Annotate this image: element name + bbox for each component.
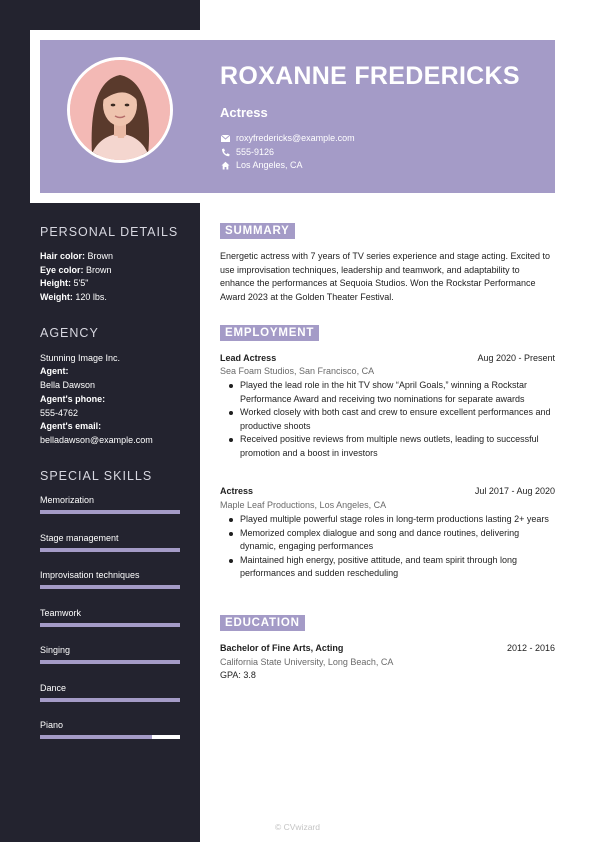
contact-email	[220, 133, 355, 143]
skill-bar-fill	[40, 510, 180, 514]
envelope-icon	[220, 133, 230, 143]
profile-photo	[67, 57, 173, 163]
skill-name: Piano	[40, 720, 64, 730]
personal-label: Height:	[40, 278, 71, 288]
agent-phone: 555-4762	[40, 408, 79, 418]
agent-name: Bella Dawson	[40, 380, 96, 390]
job-bullet: Played the lead role in the hit TV show “April Goals,” winning a Rockstar Performance Award and receiving two nominations for separate awards	[240, 379, 555, 406]
job-title: Actress	[220, 486, 254, 496]
job-dates: Jul 2017 - Aug 2020	[474, 486, 555, 496]
skill-bar	[40, 548, 180, 552]
employment-heading: EMPLOYMENT	[220, 325, 319, 341]
agent-label	[40, 366, 69, 376]
personal-value: 120 lbs.	[75, 292, 107, 302]
personal-item	[40, 278, 88, 288]
footer-credit: © CVwizard	[275, 822, 320, 832]
skill-name: Dance	[40, 683, 67, 693]
job-bullets	[240, 513, 555, 581]
job-bullet: Played multiple powerful stage roles in long-term productions lasting 2+ years	[240, 513, 555, 527]
skill-bar-fill	[40, 698, 180, 702]
phone-text: 555-9126	[236, 147, 275, 157]
school: California State University, Long Beach, CA	[220, 657, 394, 667]
skill-bar-fill	[40, 585, 180, 589]
job-title: Actress	[220, 105, 268, 120]
skill-item	[40, 683, 180, 693]
job-title: Lead Actress	[220, 353, 277, 363]
skill-bar	[40, 660, 180, 664]
home-icon	[220, 160, 230, 170]
agent-phone-label-text: Agent's phone:	[40, 394, 106, 404]
agent-label-text: Agent:	[40, 366, 69, 376]
personal-item	[40, 292, 107, 302]
personal-value: Brown	[86, 265, 112, 275]
job-company: Sea Foam Studios, San Francisco, CA	[220, 366, 375, 376]
job-bullet: Worked closely with both cast and crew to ensure excellent performances and productive shoots	[240, 406, 555, 433]
email-text: roxyfredericks@example.com	[236, 133, 355, 143]
gpa: GPA: 3.8	[220, 670, 256, 680]
skill-bar-fill	[40, 548, 180, 552]
skill-name: Teamwork	[40, 608, 82, 618]
location-text: Los Angeles, CA	[236, 160, 303, 170]
contact-phone	[220, 147, 274, 157]
job-bullets	[240, 379, 555, 461]
education-dates: 2012 - 2016	[506, 643, 555, 653]
contact-location	[220, 160, 303, 170]
agent-email-label	[40, 421, 101, 431]
job-dates: Aug 2020 - Present	[477, 353, 555, 363]
skill-item	[40, 495, 180, 505]
agent-email: belladawson@example.com	[40, 435, 153, 445]
personal-value: 5'5"	[73, 278, 89, 288]
personal-label: Weight:	[40, 292, 73, 302]
skill-item	[40, 533, 180, 543]
skill-bar-fill	[40, 735, 152, 739]
skill-item	[40, 608, 180, 618]
agency-heading: AGENCY	[40, 326, 99, 340]
job-company: Maple Leaf Productions, Los Angeles, CA	[220, 500, 387, 510]
skill-bar	[40, 510, 180, 514]
skill-item	[40, 645, 180, 655]
skill-bar	[40, 698, 180, 702]
degree: Bachelor of Fine Arts, Acting	[220, 643, 344, 653]
agent-email-label-text: Agent's email:	[40, 421, 102, 431]
personal-label: Hair color:	[40, 251, 86, 261]
skill-item	[40, 570, 180, 580]
skills-heading: SPECIAL SKILLS	[40, 469, 153, 483]
summary-text: Energetic actress with 7 years of TV series experience and stage acting. Excited to use improvisation techniques, leadership and teamwork, and adaptability to enhance the performances at Sequoia Studios. Won the Rockstar Performance Award 2023 at the Golden Theater Festival.	[220, 251, 551, 302]
job-bullet: Received positive reviews from multiple news outlets, leading to successful promotion and a boost in investors	[240, 433, 555, 460]
agency-name: Stunning Image Inc.	[40, 353, 121, 363]
skill-bar	[40, 735, 180, 739]
skill-item	[40, 720, 180, 730]
skill-bar-fill	[40, 660, 180, 664]
candidate-name: ROXANNE FREDERICKS	[220, 62, 520, 90]
skill-name: Memorization	[40, 495, 95, 505]
skill-name: Singing	[40, 645, 71, 655]
skill-name: Stage management	[40, 533, 119, 543]
skill-bar	[40, 623, 180, 627]
education-heading: EDUCATION	[220, 615, 305, 631]
skill-bar-fill	[40, 623, 180, 627]
personal-label: Eye color:	[40, 265, 84, 275]
personal-item	[40, 251, 113, 261]
personal-details-heading: PERSONAL DETAILS	[40, 225, 179, 239]
phone-icon	[220, 147, 230, 157]
skill-bar	[40, 585, 180, 589]
summary-heading: SUMMARY	[220, 223, 295, 239]
personal-item	[40, 265, 112, 275]
skill-name: Improvisation techniques	[40, 570, 140, 580]
agent-phone-label	[40, 394, 105, 404]
personal-value: Brown	[87, 251, 114, 261]
job-bullet: Maintained high energy, positive attitude, and team spirit through long performances and sudden rescheduling	[240, 554, 555, 581]
job-bullet: Memorized complex dialogue and song and dance routines, delivering dynamic, engaging performances	[240, 527, 555, 554]
